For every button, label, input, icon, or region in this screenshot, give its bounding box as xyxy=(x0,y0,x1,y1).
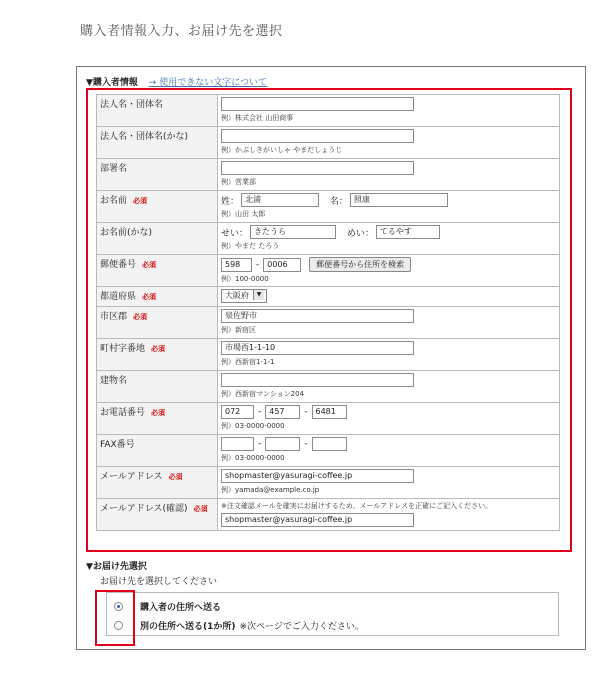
name-kana-label: お名前(かな) xyxy=(97,223,218,255)
required-badge: 必須 xyxy=(133,197,148,205)
mei-input[interactable]: 照康 xyxy=(350,193,448,207)
name-label: お名前 xyxy=(100,196,128,206)
name-kana-example: 例）やまだ たろう xyxy=(221,242,280,250)
required-badge: 必須 xyxy=(151,345,166,353)
city-label: 市区郡 xyxy=(100,312,128,322)
street-input[interactable]: 市場西1-1-10 xyxy=(221,341,414,355)
sei-prefix: 姓： xyxy=(221,196,240,207)
sei-kana-input[interactable]: きたうら xyxy=(250,225,336,239)
city-label-cell xyxy=(97,307,218,339)
fax-example: 例）03-0000-0000 xyxy=(221,454,285,462)
dept-label: 部署名 xyxy=(97,159,218,191)
purchaser-heading: ▼購入者情報 xyxy=(86,78,138,88)
ship-to-purchaser-radio[interactable] xyxy=(114,602,123,611)
street-label: 町村字番地 xyxy=(100,344,146,354)
zip-search-button[interactable]: 郵便番号から住所を検索 xyxy=(309,257,411,272)
email-confirm-label: メールアドレス(確認) xyxy=(100,504,188,514)
ship-to-other-radio[interactable] xyxy=(114,621,123,630)
shipping-subtitle: お届け先を選択してください xyxy=(100,577,218,587)
city-example: 例）新宿区 xyxy=(221,326,256,334)
company-kana-input[interactable] xyxy=(221,129,414,143)
pref-label: 都道府県 xyxy=(100,292,137,302)
zip-label-cell xyxy=(97,255,218,287)
name-example: 例）山田 太郎 xyxy=(221,210,266,218)
required-badge: 必須 xyxy=(151,409,166,417)
tel-label: お電話番号 xyxy=(100,408,146,418)
fax1-input[interactable] xyxy=(221,437,254,451)
tel2-input[interactable]: 457 xyxy=(265,405,300,419)
company-label: 法人名・団体名 xyxy=(97,95,218,127)
ship-to-purchaser-label[interactable]: 購入者の住所へ送る xyxy=(140,603,222,613)
mei-prefix: 名： xyxy=(329,196,348,207)
building-input[interactable] xyxy=(221,373,414,387)
dept-example: 例）営業部 xyxy=(221,178,256,186)
mei-kana-input[interactable]: てるやす xyxy=(376,225,440,239)
sei-kana-prefix: せい： xyxy=(221,228,249,239)
email-example: 例）yamada@example.co.jp xyxy=(221,486,320,494)
email-label: メールアドレス xyxy=(100,472,163,482)
pref-label-cell xyxy=(97,287,218,307)
dept-input[interactable] xyxy=(221,161,414,175)
tel3-input[interactable]: 6481 xyxy=(312,405,347,419)
mei-kana-prefix: めい： xyxy=(346,228,374,239)
pref-select[interactable] xyxy=(221,289,267,303)
radio-highlight-box xyxy=(95,590,135,646)
email-label-cell xyxy=(97,467,218,499)
purchaser-form: 法人名・団体名 例）株式会社 山田商事 法人名・団体名(かな) 例）かぶしきがいしゃ やまだしょうじ 部署名 例）営業部 お名前 必須 姓： 北浦 名： 照康 例）山田 太郎 お名前(かな) せい： きたうら めい： てるやす 例）やまだ たろう 郵便番号 必須 598 - 0006 郵便番号から住所を検索 例）100-0000 都道府県 必須 大阪府 ▼ 市区郡 必須 泉佐野市 例）新宿区 町村字番地 必須 市場西1-1-10 例）西新宿1-1-1 建物名 例）西新宿マンション204 お電話番号 必須 072 - 457 - 6481 例）03-0000-0000 FAX番号 - - 例）03-0000-0000 メールアドレス 必須 shopmaster@yasuragi-coffee.jp 例）yamada@example.co.jp メールアドレス(確認) 必須 ※注文確認メールを確実にお届けするため、メールアドレスを正確にご記入ください。 shopmaster@yasuragi-coffee.jp xyxy=(96,94,560,531)
zip-label: 郵便番号 xyxy=(100,260,137,270)
required-badge: 必須 xyxy=(142,293,157,301)
building-example: 例）西新宿マンション204 xyxy=(221,390,305,398)
company-example: 例）株式会社 山田商事 xyxy=(221,114,294,122)
email-confirm-note: ※注文確認メールを確実にお届けするため、メールアドレスを正確にご記入ください。 xyxy=(221,502,493,510)
tel-label-cell xyxy=(97,403,218,435)
fax3-input[interactable] xyxy=(312,437,347,451)
required-badge: 必須 xyxy=(133,313,148,321)
purchaser-section-heading xyxy=(86,75,267,88)
zip-example: 例）100-0000 xyxy=(221,275,269,283)
zip2-input[interactable]: 0006 xyxy=(263,258,301,272)
name-label-cell xyxy=(97,191,218,223)
company-kana-label: 法人名・団体名(かな) xyxy=(97,127,218,159)
email-confirm-input[interactable]: shopmaster@yasuragi-coffee.jp xyxy=(221,513,414,527)
building-label: 建物名 xyxy=(97,371,218,403)
tel1-input[interactable]: 072 xyxy=(221,405,254,419)
zip1-input[interactable]: 598 xyxy=(221,258,252,272)
ship-to-other-label: 別の住所へ送る(1か所) xyxy=(140,622,236,632)
fax2-input[interactable] xyxy=(265,437,300,451)
fax-label: FAX番号 xyxy=(97,435,218,467)
city-input[interactable]: 泉佐野市 xyxy=(221,309,414,323)
street-label-cell xyxy=(97,339,218,371)
shipping-heading: ▼お届け先選択 xyxy=(86,562,147,572)
ship-to-other-note: ※次ページでご入力ください。 xyxy=(239,622,364,632)
company-input[interactable] xyxy=(221,97,414,111)
sei-input[interactable]: 北浦 xyxy=(241,193,319,207)
required-badge: 必須 xyxy=(193,505,208,513)
unusable-characters-link[interactable]: → 使用できない文字について xyxy=(148,78,268,88)
chevron-down-icon: ▼ xyxy=(253,290,264,300)
page-title: 購入者情報入力、お届け先を選択 xyxy=(80,24,283,39)
street-example: 例）西新宿1-1-1 xyxy=(221,358,275,366)
pref-select-value: 大阪府 xyxy=(225,291,249,300)
email-confirm-label-cell xyxy=(97,499,218,531)
email-input[interactable]: shopmaster@yasuragi-coffee.jp xyxy=(221,469,414,483)
ship-to-other-option[interactable] xyxy=(140,619,364,632)
required-badge: 必須 xyxy=(168,473,183,481)
company-kana-example: 例）かぶしきがいしゃ やまだしょうじ xyxy=(221,146,343,154)
required-badge: 必須 xyxy=(142,261,157,269)
tel-example: 例）03-0000-0000 xyxy=(221,422,285,430)
